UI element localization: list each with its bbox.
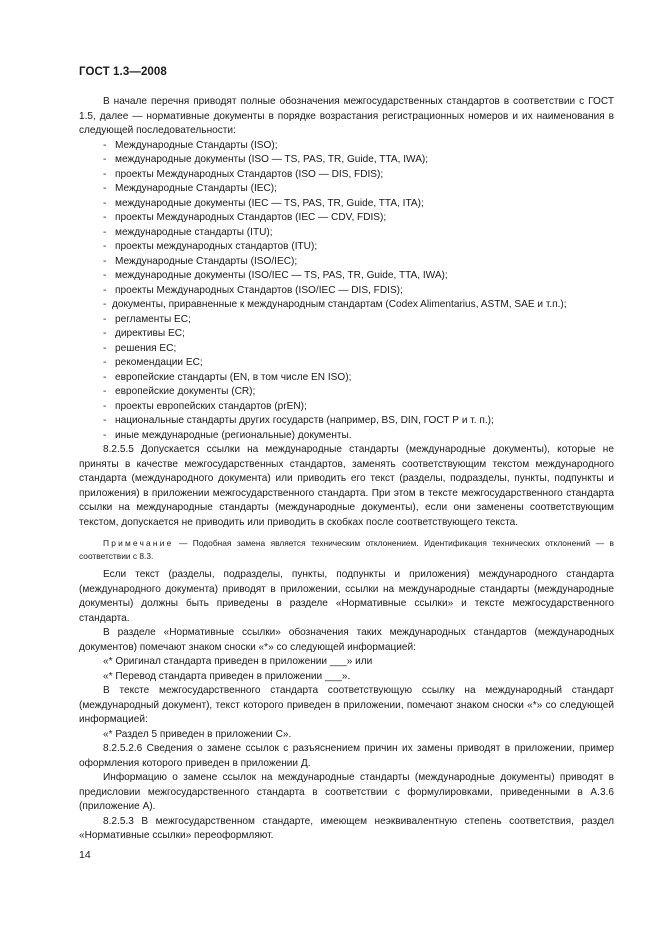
- list-item: [79, 313, 614, 328]
- list-item: [79, 168, 614, 183]
- list-item: [79, 153, 614, 168]
- paragraph-8-2-5-3: 8.2.5.3 В межгосударственном стандарте, имеющем неэквивалентную степень соответствия, раздел «Нормативные ссылки» переоформляют.: [79, 815, 614, 841]
- list-dash: -: [103, 357, 107, 368]
- list-item-text: решения ЕС;: [115, 342, 177, 354]
- list-item: [79, 400, 614, 415]
- document-header: ГОСТ 1.3—2008: [79, 66, 167, 78]
- list-item-text: европейские стандарты (EN, в том числе EN ISO);: [115, 371, 352, 383]
- footnote-section: «* Раздел 5 приведен в приложении С».: [103, 728, 292, 740]
- list-item-text: регламенты ЕС;: [115, 313, 191, 325]
- list-dash: -: [103, 226, 107, 238]
- list-dash: -: [103, 415, 107, 426]
- list-item: [79, 255, 614, 270]
- list-dash: -: [103, 400, 107, 412]
- paragraph-normative-refs: В разделе «Нормативные ссылки» обозначения таких международных стандартов (международных документов) помечают знаком сноски «*» со следующей информацией:: [79, 627, 614, 653]
- list-dash: -: [103, 342, 107, 354]
- list-item: [79, 284, 614, 299]
- footnote-original: «* Оригинал стандарта приведен в приложении ___» или: [103, 656, 373, 667]
- list-item: [79, 211, 614, 226]
- list-item: [79, 182, 614, 197]
- list-item-text: Международные Стандарты (ISO/IEC);: [115, 255, 298, 267]
- document-list: [79, 139, 614, 299]
- list-dash: -: [103, 328, 107, 339]
- paragraph-8-2-5-2-6: 8.2.5.2.6 Сведения о замене ссылок с разъяснением причин их замены приводят в приложении, пример оформления которого приведен в приложении Д.: [79, 743, 614, 769]
- note-text: — Подобная замена является техническим отклонением. Идентификация технических отклонений — в соответствии с 8.3.: [79, 538, 614, 561]
- list-dash: -: [103, 429, 107, 441]
- paragraph-in-text: В тексте межгосударственного стандарта соответствующую ссылку на международный стандарт (международный документ), текст которого приведен в приложении, помечают знаком сноски «*» со следующей информацией:: [79, 685, 614, 725]
- list-dash: -: [103, 241, 107, 252]
- list-item-text: иные международные (региональные) документы.: [115, 429, 352, 441]
- list-dash: -: [103, 212, 107, 223]
- list-item: [79, 240, 614, 255]
- intro-paragraph: В начале перечня приводят полные обозначения межгосударственных стандартов в соответствии с ГОСТ 1.5, далее — нормативные документы в порядке возрастания регистрационных номеров и их наименования в следующей последовательности:: [79, 96, 614, 136]
- list-dash: -: [103, 299, 107, 310]
- list-item-text: проекты Международных Стандартов (ISO/IEC — DIS, FDIS);: [115, 284, 403, 296]
- list-item-text: проекты международных стандартов (ITU);: [115, 241, 318, 252]
- list-dash: -: [103, 270, 107, 281]
- paragraph-8-2-5-5: 8.2.5.5 Допускается ссылки на международные стандарты (международные документы), которые не приняты в качестве межгосударственных стандартов, заменять соответствующим текстом международного стандарта (международного документа) или приводить его текст (разделы, подразделы, пункты, подпункты и приложения) в приложении межгосударственного стандарта. При этом в тексте межгосударственного стандарта ссылки на международные стандарты (международные документы), если они заменены соответствующим текстом, допускается не приводить или приводить в скобках после соответствующего текста.: [79, 444, 614, 528]
- list-dash: -: [103, 371, 107, 383]
- list-dash: -: [103, 284, 107, 296]
- list-dash: -: [103, 183, 107, 194]
- list-item-text: международные документы (ISO/IEC — TS, PAS, TR, Guide, TTA, IWA);: [115, 270, 448, 281]
- list-dash: -: [103, 168, 107, 180]
- list-item: [79, 139, 614, 154]
- note: [79, 537, 614, 562]
- list-item-text: рекомендации ЕС;: [115, 357, 203, 368]
- footnote-translation: «* Перевод стандарта приведен в приложении ___».: [103, 670, 351, 682]
- list-dash: -: [103, 154, 107, 165]
- list-item-text: директивы ЕС;: [115, 328, 185, 339]
- list-item-text: документы, приравненные к международным стандартам (Codex Alimentarius, ASTM, SAE и т.п.);: [111, 299, 567, 310]
- list-dash: -: [103, 386, 107, 397]
- list-item: [79, 226, 614, 241]
- list-item: [79, 327, 614, 342]
- list-item-text: международные документы (IEC — TS, PAS, TR, Guide, TTA, ITA);: [115, 197, 424, 209]
- list-item: [79, 197, 614, 212]
- list-item-text: проекты европейских стандартов (prEN);: [115, 400, 307, 412]
- list-dash: -: [103, 197, 107, 209]
- paragraph-info: Информацию о замене ссылок на международные стандарты (международные документы) приводят в предисловии межгосударственного стандарта в соответствии с формулировками, приведенными в А.3.6 (приложение А).: [79, 772, 614, 812]
- list-item: [79, 298, 614, 313]
- list-item: [79, 429, 614, 444]
- document-list-2: [79, 313, 614, 444]
- list-item-text: проекты Международных Стандартов (IEC — CDV, FDIS);: [115, 212, 387, 223]
- list-item: [79, 342, 614, 357]
- page-body: [79, 95, 614, 844]
- list-dash: -: [103, 139, 107, 151]
- list-dash: -: [103, 255, 107, 267]
- page-number: 14: [79, 849, 91, 861]
- list-item-text: национальные стандарты других государств (например, BS, DIN, ГОСТ Р и т. п.);: [115, 415, 494, 426]
- list-item-text: Международные Стандарты (ISO);: [115, 139, 278, 151]
- paragraph-if-text: Если текст (разделы, подразделы, пункты, подпункты и приложения) международного стандарта (международного документа) приводят в приложении, ссылки на международные стандарты (международные документы) должны быть приведены в разделе «Нормативные ссылки» и тексте межгосударственного стандарта.: [79, 569, 614, 624]
- list-item-text: международные документы (ISO — TS, PAS, TR, Guide, TTA, IWA);: [115, 154, 429, 165]
- list-item-text: проекты Международных Стандартов (ISO — DIS, FDIS);: [115, 168, 384, 180]
- list-item-text: международные стандарты (ITU);: [115, 226, 273, 238]
- list-item: [79, 385, 614, 400]
- list-item-text: Международные Стандарты (IEC);: [115, 183, 277, 194]
- list-item: [79, 414, 614, 429]
- list-dash: -: [103, 313, 107, 325]
- list-item: [79, 371, 614, 386]
- list-item: [79, 356, 614, 371]
- list-item: [79, 269, 614, 284]
- list-item-text: европейские документы (CR);: [115, 386, 256, 397]
- note-label: Примечание: [103, 538, 174, 548]
